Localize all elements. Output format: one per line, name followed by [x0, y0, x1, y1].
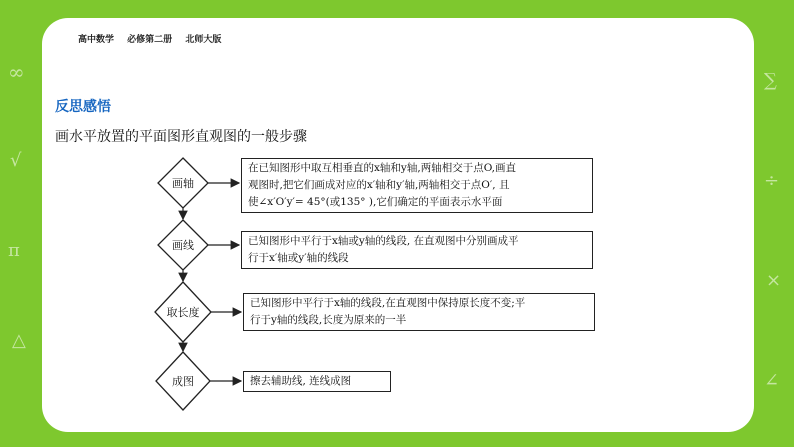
decorative-doodle: ∑ [764, 70, 777, 91]
decorative-doodle: × [766, 270, 782, 291]
header-book: 必修第二册 [127, 35, 173, 45]
decorative-doodle: π [8, 240, 20, 261]
decorative-doodle: △ [12, 330, 26, 351]
step-text-line: 使∠x′O′y′= 45°(或135° ),它们确定的平面表示水平面 [248, 196, 503, 208]
step-box-draw-axes [241, 158, 593, 213]
step-box-complete [243, 371, 391, 392]
step-text-line: 已知图形中平行于x轴的线段,在直观图中保持原长度不变;平 [250, 297, 526, 309]
step-text-line: 在已知图形中取互相垂直的x轴和y轴,两轴相交于点O,画直 [248, 162, 517, 174]
step-label-draw-lines: 画线 [172, 239, 194, 252]
step-box-draw-lines [241, 231, 593, 269]
step-text-line: 擦去辅助线, 连线成图 [250, 375, 352, 387]
header-subject: 高中数学 [78, 35, 115, 45]
decorative-doodle: ∠ [764, 370, 780, 391]
header-edition: 北师大版 [185, 35, 222, 45]
step-text-line: 行于y轴的线段,长度为原来的一半 [250, 314, 407, 326]
decorative-doodle: ÷ [764, 170, 780, 191]
section-title: 反思感悟 [55, 99, 111, 115]
step-box-take-length [243, 293, 595, 331]
page-subtitle: 画水平放置的平面图形直观图的一般步骤 [55, 129, 307, 145]
step-label-take-length: 取长度 [166, 306, 200, 319]
step-text-line: 已知图形中平行于x轴或y轴的线段, 在直观图中分别画成平 [248, 235, 519, 247]
step-text-line: 行于x′轴或y′轴的线段 [248, 252, 349, 264]
decorative-doodle: ∞ [8, 60, 25, 84]
step-label-draw-axes: 画轴 [172, 177, 194, 190]
decorative-doodle: √ [10, 150, 22, 171]
step-text-line: 观图时,把它们画成对应的x′轴和y′轴,两轴相交于点O′, 且 [248, 179, 510, 191]
step-label-complete: 成图 [172, 375, 194, 388]
